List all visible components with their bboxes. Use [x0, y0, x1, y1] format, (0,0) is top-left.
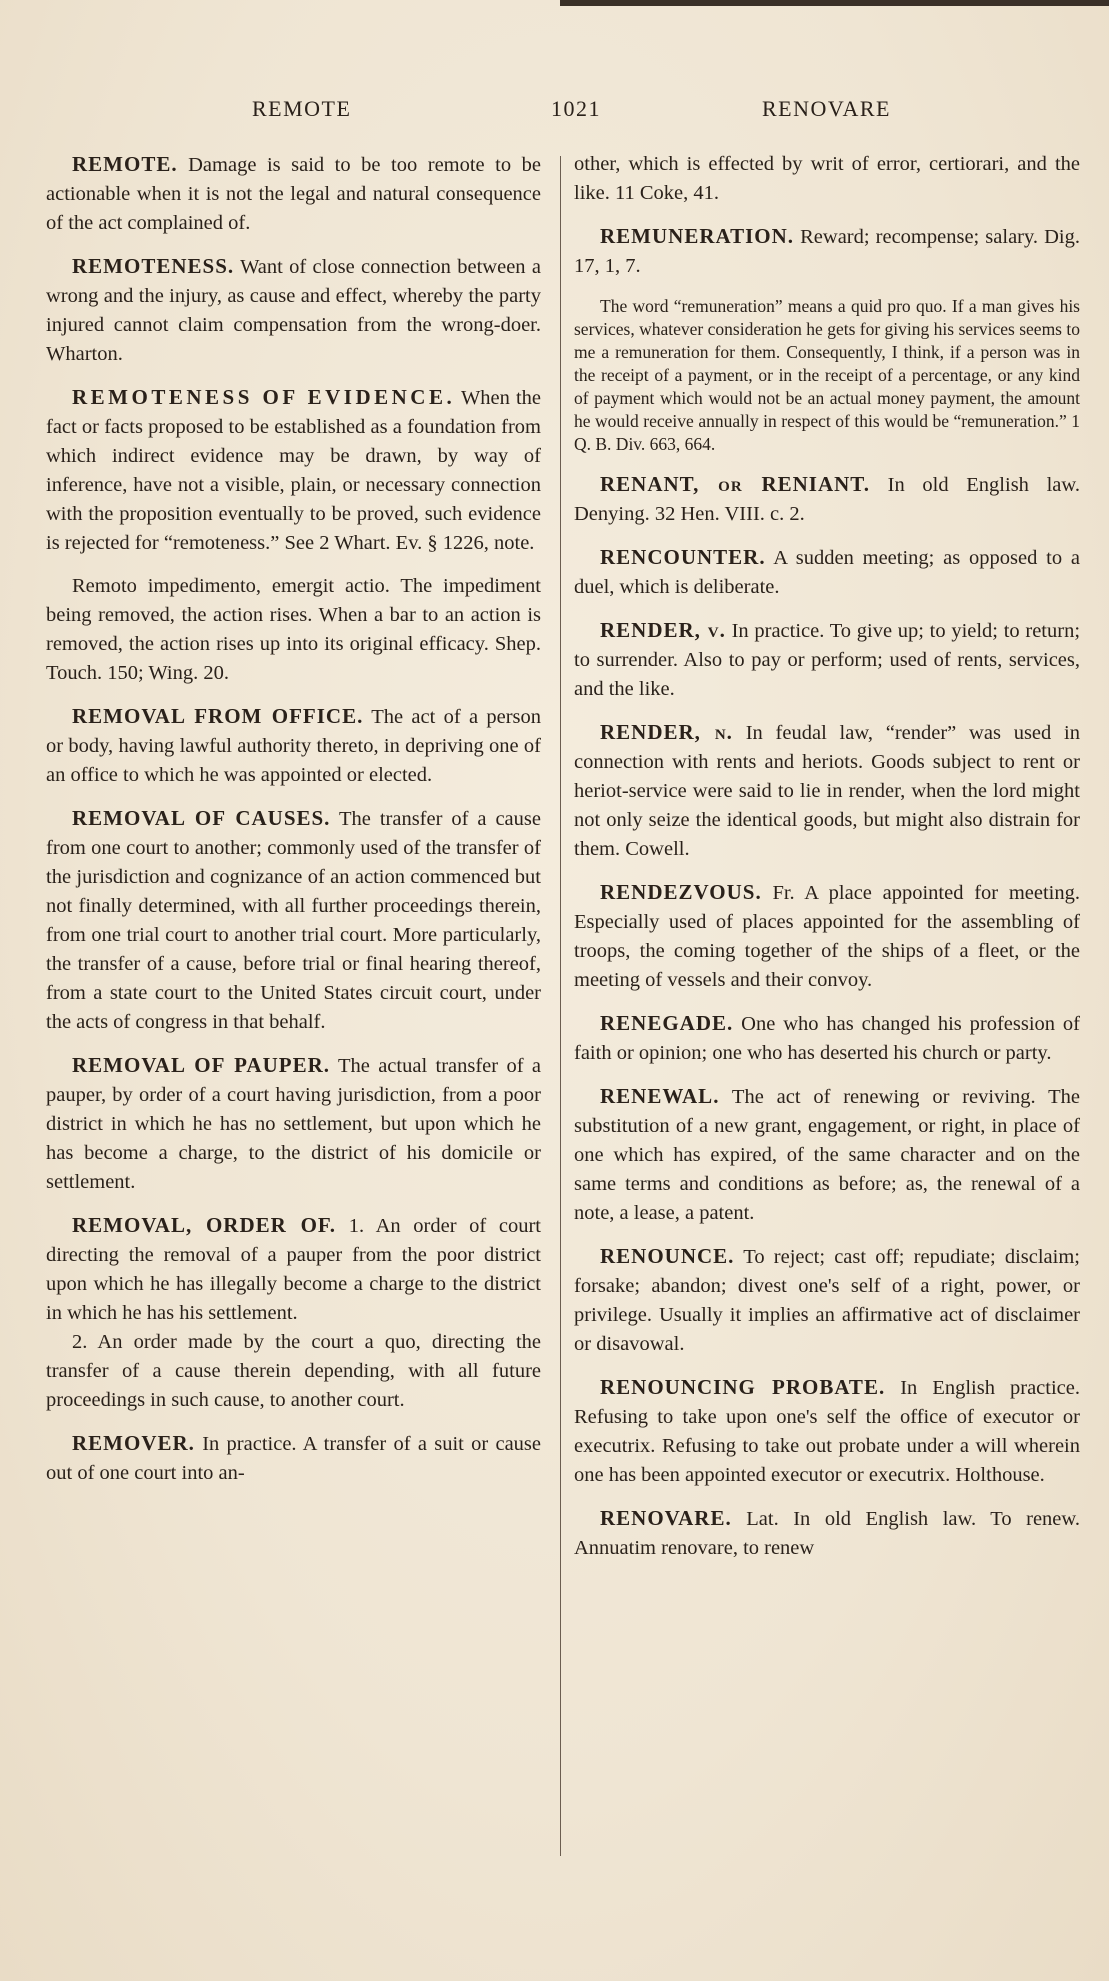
headword: RENOUNCE.: [600, 1244, 735, 1268]
entry-rencounter: [574, 543, 1080, 602]
entry-remover-continuation: other, which is effected by writ of error, certiorari, and the like. 11 Coke, 41.: [574, 153, 1080, 204]
headword: RENEWAL.: [600, 1084, 720, 1108]
definition: To reject; cast off; repudiate; disclaim; forsake; abandon; divest one's self of a right, power, or privilege. Usually it implies an affirmative act of disclaimer or disavowal.: [574, 1246, 1080, 1355]
entry-remote: [46, 150, 541, 238]
definition: Reward; recompense; salary. Dig. 17, 1, 7.: [574, 226, 1081, 277]
entry-remoto-impedimento: [46, 572, 541, 688]
headword: REMOTENESS OF EVIDENCE.: [72, 385, 456, 409]
headword: RENDER, n.: [600, 720, 733, 744]
definition: In old English law. Denying. 32 Hen. VIII. c. 2.: [574, 474, 1080, 525]
definition: The act of renewing or reviving. The substitution of a new grant, engagement, or right, in place of one which has expired, of the same character and on the same terms and conditions as before; as, the renewal of a note, a lease, a patent.: [574, 1086, 1080, 1224]
definition: In English practice. Refusing to take upon one's self the office of executor or executrix. Refusing to take out probate under a will wherein one has been appointed executor or executrix. Holthouse.: [574, 1377, 1080, 1486]
right-column: [574, 150, 1080, 1577]
entry-removal-from-office: [46, 702, 541, 790]
definition: 2. An order made by the court a quo, directing the transfer of a cause therein depending, with all future proceedings in such cause, to another court.: [46, 1331, 541, 1411]
headword: REMOVER.: [72, 1431, 195, 1455]
definition: Want of close connection between a wrong and the injury, as cause and effect, whereby the party injured cannot claim compensation from the wrong-doer. Wharton.: [46, 256, 541, 365]
definition: The act of a person or body, having lawful authority thereto, in depriving one of an office to which he was appointed or elected.: [46, 706, 541, 786]
scan-edge-band: [560, 0, 1109, 6]
definition: In practice. A transfer of a suit or cause out of one court into an-: [46, 1433, 542, 1484]
headword: RENCOUNTER.: [600, 545, 766, 569]
headword: REMOTE.: [72, 152, 178, 176]
definition: In practice. To give up; to yield; to return; to surrender. Also to pay or perform; used of rents, services, and the like.: [574, 620, 1081, 700]
headword: REMOVAL OF PAUPER.: [72, 1053, 330, 1077]
entry-remuneration: [574, 222, 1080, 281]
headword: REMOVAL FROM OFFICE.: [72, 704, 364, 728]
definition: The transfer of a cause from one court to another; commonly used of the transfer of the jurisdiction and cognizance of an action commenced but not finally determined, with all further proceedings therein, from one trial court to another trial court. More particularly, the transfer of a cause, before trial or final hearing thereof, from a state court to the United States circuit court, under the acts of congress in that behalf.: [46, 808, 541, 1033]
entry-render-noun: [574, 718, 1080, 864]
headword: RENEGADE.: [600, 1011, 734, 1035]
headword: RENDER, v.: [600, 618, 726, 642]
headword: REMUNERATION.: [600, 224, 795, 248]
entry-renewal: [574, 1082, 1080, 1228]
definition: Remoto impedimento, emergit actio. The impediment being removed, the action rises. When a bar to an action is removed, the action rises up into its original efficacy. Shep. Touch. 150; Wing. 20.: [46, 575, 541, 684]
definition: Damage is said to be too remote to be actionable when it is not the legal and natural consequence of the act complained of.: [46, 154, 541, 234]
entry-removal-order-of: [46, 1211, 541, 1328]
entry-rendezvous: [574, 878, 1080, 995]
entry-renouncing-probate: [574, 1373, 1080, 1490]
running-head: [0, 96, 1109, 128]
page-number: 1021: [551, 96, 601, 121]
headword: REMOVAL, ORDER OF.: [72, 1213, 337, 1237]
remuneration-quotation: The word “remuneration” means a quid pro quo. If a man gives his services, whatever consideration he gets for giving his services seems to me a remuneration for them. Consequently, I think, if a person was in the receipt of a payment, or in the receipt of a percentage, or any kind of payment which would not be an actual money payment, the amount he would receive annually in respect of this would be “remuneration.” 1 Q. B. Div. 663, 664.: [574, 296, 1080, 454]
headword: RENOVARE.: [600, 1506, 732, 1530]
headword: RENOUNCING PROBATE.: [600, 1375, 886, 1399]
headword: RENDEZVOUS.: [600, 880, 762, 904]
definition: A sudden meeting; as opposed to a duel, which is deliberate.: [574, 547, 1080, 598]
definition: 1. An order of court directing the removal of a pauper from the poor district upon which he has illegally become a charge to the district in which he has his settlement.: [46, 1215, 542, 1324]
column-divider: [560, 156, 561, 1856]
headword: REMOVAL OF CAUSES.: [72, 806, 331, 830]
running-head-right: RENOVARE: [762, 96, 891, 121]
definition: In feudal law, “render” was used in connection with rents and heriots. Goods subject to rent or heriot-service were said to lie in render, when the lord might not only seize the identical goods, but might also distrain for them. Cowell.: [574, 722, 1080, 860]
running-head-left: REMOTE: [252, 96, 352, 121]
entry-renounce: [574, 1242, 1080, 1359]
definition: Lat. In old English law. To renew. Annuatim renovare, to renew: [574, 1508, 1081, 1559]
entry-removal-order-of-sense-2: [46, 1328, 541, 1415]
definition: Fr. A place appointed for meeting. Especially used of places appointed for the assembling of troops, the coming together of the ships of a fleet, or the meeting of vessels and their convoy.: [574, 882, 1080, 991]
definition: The actual transfer of a pauper, by order of a court having jurisdiction, from a poor district in which he has no settlement, but upon which he has become a charge, to the district of his domicile or settlement.: [46, 1055, 541, 1193]
entry-remoteness: [46, 252, 541, 369]
entry-remover: [46, 1429, 541, 1488]
definition: When the fact or facts proposed to be established as a foundation from which indirect evidence may be drawn, by way of inference, have not a visible, plain, or necessary connection with the proposition eventually to be proved, such evidence is rejected for “remoteness.” See 2 Whart. Ev. § 1226, note.: [46, 387, 541, 554]
entry-render-verb: [574, 616, 1080, 704]
entry-remoteness-of-evidence: [46, 383, 541, 558]
entry-renovare: [574, 1504, 1080, 1563]
definition: One who has changed his profession of faith or opinion; one who has deserted his church or party.: [574, 1013, 1080, 1064]
entry-removal-of-causes: [46, 804, 541, 1037]
entry-renegade: [574, 1009, 1080, 1068]
left-column: [46, 150, 541, 1502]
entry-renant: [574, 470, 1080, 529]
headword: RENANT, or RENIANT.: [600, 472, 870, 496]
entry-removal-of-pauper: [46, 1051, 541, 1197]
headword: REMOTENESS.: [72, 254, 235, 278]
